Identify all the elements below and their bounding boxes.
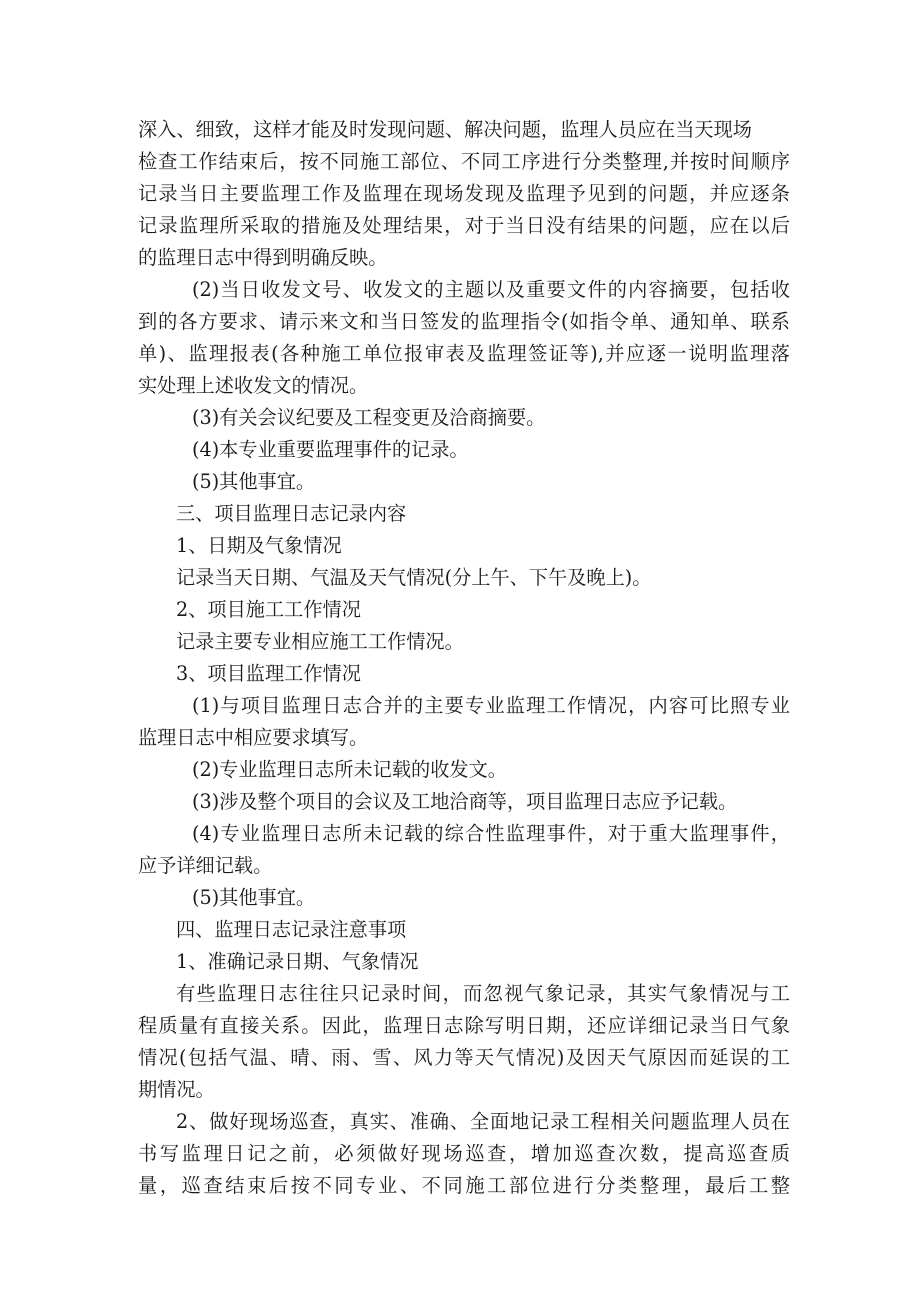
text-line: (3)有关会议纪要及工程变更及洽商摘要。 bbox=[192, 406, 546, 429]
text-line: 到的各方要求、请示来文和当日签发的监理指令(如指令单、通知单、联系 bbox=[138, 310, 790, 333]
subsection-heading: 2、做好现场巡查，真实、准确、全面地记录工程相关问题监理人员在 bbox=[176, 1110, 790, 1133]
text-line: (4)专业监理日志所未记载的综合性监理事件，对于重大监理事件， bbox=[192, 822, 790, 845]
text-line: 量，巡查结束后按不同专业、不同施工部位进行分类整理，最后工整 bbox=[138, 1174, 790, 1197]
text-line: (2)当日收发文号、收发文的主题以及重要文件的内容摘要，包括收 bbox=[192, 278, 790, 301]
text-line: 情况(包括气温、晴、雨、雪、风力等天气情况)及因天气原因而延误的工 bbox=[138, 1046, 790, 1069]
subsection-heading: 1、日期及气象情况 bbox=[176, 534, 342, 557]
subsection-heading: 1、准确记录日期、气象情况 bbox=[176, 950, 419, 973]
text-line: 有些监理日志往往只记录时间，而忽视气象记录，其实气象情况与工 bbox=[176, 982, 790, 1005]
text-line: (5)其他事宜。 bbox=[192, 886, 316, 909]
text-line: 监理日志中相应要求填写。 bbox=[138, 726, 369, 749]
text-line: 记录监理所采取的措施及处理结果，对于当日没有结果的问题，应在以后 bbox=[138, 214, 790, 237]
text-line: 记录当天日期、气温及天气情况(分上午、下午及晚上)。 bbox=[176, 566, 652, 589]
text-line: (5)其他事宜。 bbox=[192, 470, 316, 493]
text-line: 深入、细致，这样才能及时发现问题、解决问题，监理人员应在当天现场 bbox=[138, 118, 752, 141]
text-line: 期情况。 bbox=[138, 1078, 215, 1101]
text-line: 单)、监理报表(各种施工单位报审表及监理签证等),并应逐一说明监理落 bbox=[138, 342, 790, 365]
section-heading: 三、项目监理日志记录内容 bbox=[176, 502, 407, 525]
text-line: 记录当日主要监理工作及监理在现场发现及监理予见到的问题，并应逐条 bbox=[138, 182, 790, 205]
section-heading: 四、监理日志记录注意事项 bbox=[176, 918, 407, 941]
text-line: 的监理日志中得到明确反映。 bbox=[138, 246, 388, 269]
subsection-heading: 2、项目施工工作情况 bbox=[176, 598, 361, 621]
text-line: (4)本专业重要监理事件的记录。 bbox=[192, 438, 469, 461]
text-line: 记录主要专业相应施工工作情况。 bbox=[176, 630, 464, 653]
text-line: 书写监理日记之前，必须做好现场巡查，增加巡查次数，提高巡查质 bbox=[138, 1142, 790, 1165]
text-line: (3)涉及整个项目的会议及工地洽商等，项目监理日志应予记载。 bbox=[192, 790, 738, 813]
text-line: 检查工作结束后，按不同施工部位、不同工序进行分类整理,并按时间顺序 bbox=[138, 150, 790, 173]
text-line: (2)专业监理日志所未记载的收发文。 bbox=[192, 758, 507, 781]
text-line: 实处理上述收发文的情况。 bbox=[138, 374, 369, 397]
text-line: (1)与项目监理日志合并的主要专业监理工作情况，内容可比照专业 bbox=[192, 694, 790, 717]
text-line: 应予详细记载。 bbox=[138, 854, 273, 877]
document-body bbox=[138, 114, 790, 1202]
text-line: 程质量有直接关系。因此，监理日志除写明日期，还应详细记录当日气象 bbox=[138, 1014, 790, 1037]
subsection-heading: 3、项目监理工作情况 bbox=[176, 662, 361, 685]
